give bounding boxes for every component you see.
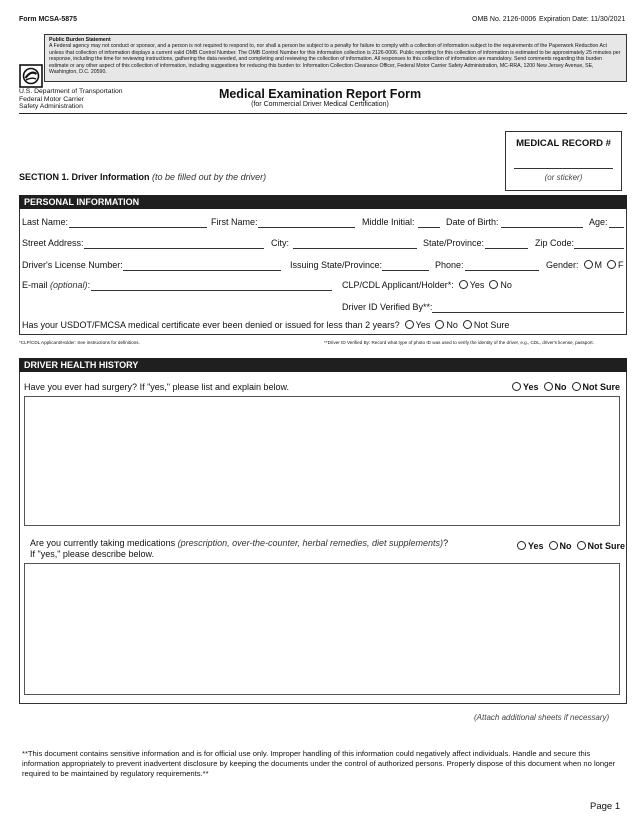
agency-line-3: Safety Administration: [19, 103, 83, 111]
denied-no-label: No: [446, 320, 458, 330]
email-optional: (optional): [50, 280, 88, 290]
surgery-no-radio[interactable]: [544, 382, 553, 391]
phone-label: Phone:: [435, 260, 464, 270]
gender-m-radio[interactable]: [584, 260, 593, 269]
form-number: Form MCSA-5875: [19, 16, 77, 23]
street-label: Street Address:: [22, 238, 84, 248]
meds-options: [517, 541, 625, 551]
email-label-group: [22, 280, 90, 290]
gender-group: [546, 260, 624, 270]
meds-yes-radio[interactable]: [517, 541, 526, 550]
email-label: E-mail: [22, 280, 48, 290]
denied-not-sure-label: Not Sure: [473, 320, 510, 330]
agency-line-1: U.S. Department of Transportation: [19, 88, 123, 95]
gender-f-radio[interactable]: [607, 260, 616, 269]
footnote-verified: **Driver ID Verified By: Record what type of photo ID was used to verify the identity of the driver, e.g., CDL, driver's license, passport.: [324, 340, 594, 345]
city-label: City:: [271, 238, 289, 248]
middle-initial-field[interactable]: [418, 227, 440, 228]
clp-yes-label: Yes: [469, 280, 485, 290]
issuing-state-label: Issuing State/Province:: [290, 260, 383, 270]
meds-question-end: ?: [443, 538, 449, 548]
meds-question-2: If "yes," please describe below.: [30, 549, 154, 559]
clp-group: [342, 280, 512, 290]
dob-field[interactable]: [501, 227, 583, 228]
meds-no-label: No: [559, 541, 572, 551]
medical-record-line[interactable]: [514, 168, 613, 169]
gender-f-label: F: [618, 260, 624, 270]
surgery-not-sure-radio[interactable]: [572, 382, 581, 391]
street-field[interactable]: [84, 248, 264, 249]
meds-not-sure-radio[interactable]: [577, 541, 586, 550]
burden-statement-box: [44, 34, 627, 82]
section-1-heading: [19, 172, 266, 182]
phone-field[interactable]: [465, 270, 539, 271]
gender-label: Gender:: [546, 260, 579, 270]
age-field[interactable]: [609, 227, 624, 228]
zip-field[interactable]: [574, 248, 624, 249]
denied-yes-label: Yes: [415, 320, 431, 330]
medical-record-box: [505, 131, 622, 191]
surgery-textarea[interactable]: [24, 396, 620, 526]
surgery-options: [512, 382, 620, 392]
meds-textarea[interactable]: [24, 563, 620, 695]
denied-no-radio[interactable]: [435, 320, 444, 329]
clp-no-label: No: [500, 280, 512, 290]
middle-initial-label: Middle Initial:: [362, 217, 415, 227]
last-name-label: Last Name:: [22, 217, 69, 227]
medical-record-label: MEDICAL RECORD #: [516, 138, 611, 149]
form-subtitle: (for Commercial Driver Medical Certification): [251, 101, 389, 108]
email-field[interactable]: [91, 290, 332, 291]
verified-label: Driver ID Verified By**:: [342, 302, 433, 312]
first-name-label: First Name:: [211, 217, 258, 227]
denied-not-sure-radio[interactable]: [463, 320, 472, 329]
verified-field[interactable]: [432, 312, 624, 313]
section-1-note: (to be filled out by the driver): [152, 172, 267, 182]
surgery-yes-radio[interactable]: [512, 382, 521, 391]
denied-yes-radio[interactable]: [405, 320, 414, 329]
denied-group: [22, 320, 509, 330]
burden-text: A Federal agency may not conduct or sponsor, and a person is not required to respond to, nor shall a person be subject to a penalty for failure to comply with a collection of information subject to the requirements of the Paperwork Reduction Act unless that collection of information displays a current valid OMB Control Number. The OMB Control Number for this information collection is 2126-0006. Public reporting for this collection of information is estimated to be approximately 25 minutes per response, including the time for reviewing instructions, gathering the data needed, and completing and reviewing the collection of information. All responses to this collection of information are mandatory. Send comments regarding this burden estimate or any other aspect of this collection of information, including suggestions for reducing this burden to: Information Collection Clearance Officer, Federal Motor Carrier Safety Administration, MC-RRA, 1200 New Jersey Avenue, SE, Washington, D.C. 20590.: [49, 43, 621, 76]
footnote-clp: *CLP/CDL Applicant/Holder: See instructions for definitions.: [19, 340, 140, 345]
license-field[interactable]: [123, 270, 281, 271]
surgery-question: Have you ever had surgery? If "yes," please list and explain below.: [24, 382, 290, 392]
health-history-bar: DRIVER HEALTH HISTORY: [19, 358, 627, 372]
title-divider: [19, 113, 627, 114]
expiration-date: Expiration Date: 11/30/2021: [539, 16, 626, 23]
omb-number: OMB No. 2126-0006: [472, 16, 537, 23]
meds-no-radio[interactable]: [549, 541, 558, 550]
first-name-field[interactable]: [258, 227, 355, 228]
meds-question-line: [30, 538, 448, 548]
issuing-state-field[interactable]: [382, 270, 429, 271]
state-field[interactable]: [485, 248, 528, 249]
section-1-title: SECTION 1. Driver Information: [19, 172, 150, 182]
email-colon: :: [87, 280, 91, 290]
attach-note: (Attach additional sheets if necessary): [474, 713, 610, 722]
meds-yes-label: Yes: [528, 541, 544, 551]
denied-question: Has your USDOT/FMCSA medical certificate ever been denied or issued for less than 2 years?: [22, 320, 400, 330]
surgery-yes-label: Yes: [523, 382, 539, 392]
state-label: State/Province:: [423, 238, 485, 248]
dot-logo-icon: [19, 64, 43, 88]
clp-label: CLP/CDL Applicant/Holder*:: [342, 280, 454, 290]
clp-yes-radio[interactable]: [459, 280, 468, 289]
age-label: Age:: [589, 217, 608, 227]
personal-info-bar: PERSONAL INFORMATION: [19, 195, 627, 209]
meds-note: (prescription, over-the-counter, herbal remedies, diet supplements): [177, 538, 444, 548]
zip-label: Zip Code:: [535, 238, 575, 248]
city-field[interactable]: [293, 248, 417, 249]
form-title: Medical Examination Report Form: [218, 87, 422, 101]
agency-line-2: Federal Motor Carrier: [19, 95, 84, 103]
gender-m-label: M: [594, 260, 603, 270]
dob-label: Date of Birth:: [446, 217, 499, 227]
burden-title: Public Burden Statement: [49, 37, 111, 43]
meds-question: Are you currently taking medications: [30, 538, 176, 548]
clp-no-radio[interactable]: [489, 280, 498, 289]
page-number: Page 1: [590, 801, 621, 812]
license-label: Driver's License Number:: [22, 260, 123, 270]
meds-not-sure-label: Not Sure: [587, 541, 626, 551]
surgery-not-sure-label: Not Sure: [582, 382, 621, 392]
last-name-field[interactable]: [69, 227, 207, 228]
sticker-note: (or sticker): [544, 173, 583, 182]
surgery-no-label: No: [554, 382, 567, 392]
sensitive-notice: **This document contains sensitive information and is for official use only. Improper handling of this information could negatively affect individuals. Handle and secure this information appropriately to prevent inadvertent disclosure by keeping the documents under the control of authorized persons. Properly dispose of this document when no longer required to be maintained by regulatory requirements.**: [22, 749, 616, 778]
